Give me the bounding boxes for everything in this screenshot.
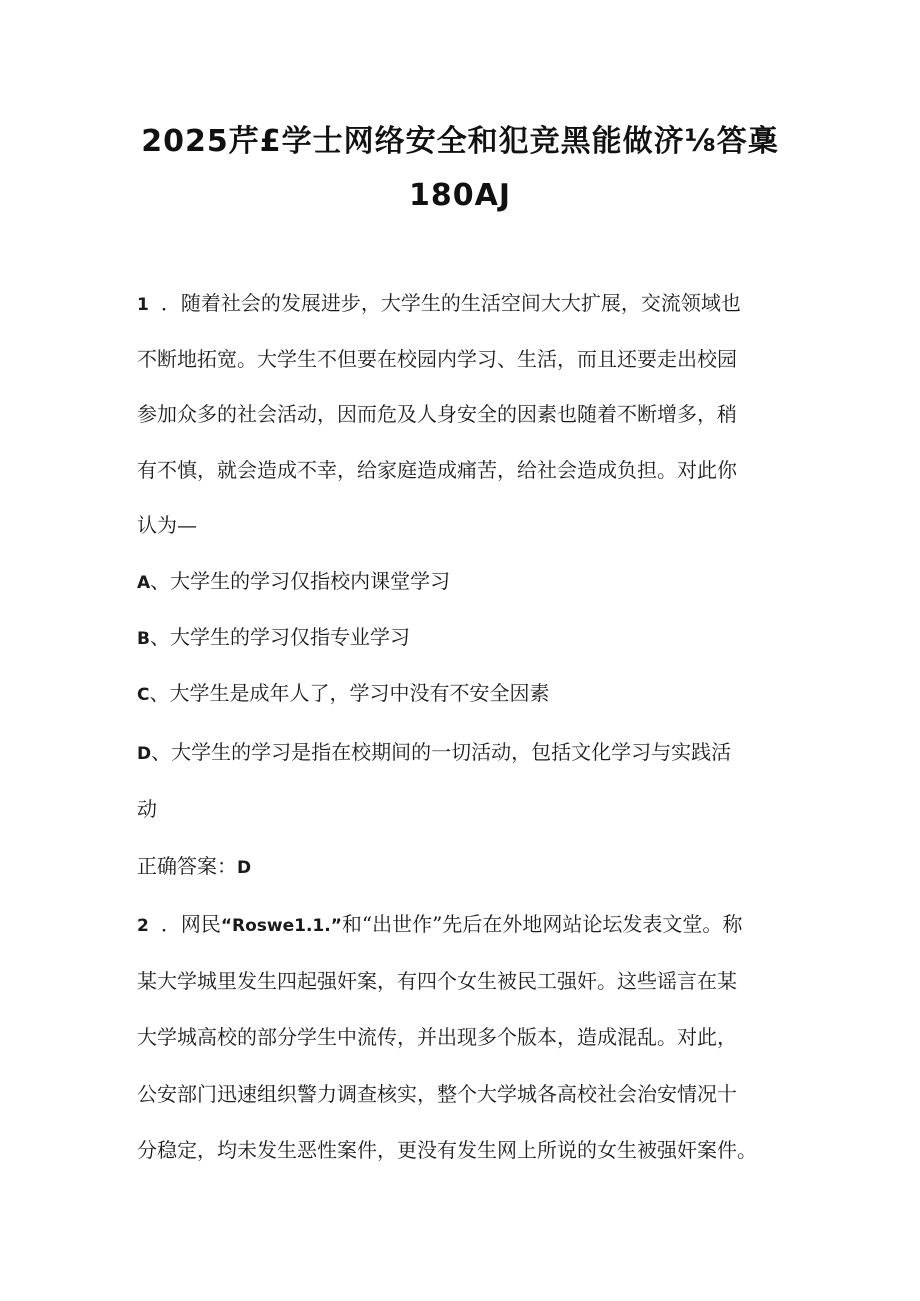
- question-text: ．随着社会的发展进步，大学生的生活空间大大扩展，交流领域也: [160, 291, 741, 315]
- question-1-line-1: [137, 289, 741, 319]
- option-letter: D: [137, 744, 152, 764]
- option-c: [137, 679, 549, 709]
- document-title-line-2: 180AJ: [408, 178, 511, 213]
- option-text: 、大学生的学习是指在校期间的一切活动，包括文化学习与实践活: [151, 740, 732, 764]
- question-1-line-2: 不断地拓宽。大学生不但要在校园内学习、生活，而且还要走出校园: [137, 347, 737, 371]
- question-2-line-5: 分稳定，均未发生恶性案件，更没有发生网上所说的女生被强奸案件。: [137, 1138, 757, 1162]
- question-number: 2: [137, 916, 149, 936]
- question-2-line-3: 大学城高校的部分学生中流传，并出现多个版本，造成混乱。对此，: [137, 1025, 737, 1049]
- option-d: [137, 738, 731, 768]
- question-2-line-2: 某大学城里发生四起强奸案，有四个女生被民工强奸。这些谣言在某: [137, 969, 737, 993]
- option-a: [137, 567, 450, 597]
- netizen-nickname: “Roswe1.1.”: [220, 916, 342, 936]
- question-1-line-3: 参加众多的社会活动，因而危及人身安全的因素也随着不断增多，稍: [137, 402, 737, 426]
- option-d-continuation: 动: [137, 797, 157, 821]
- question-text: 和“出世作”先后在外地网站论坛发表文堂。称: [341, 912, 743, 936]
- answer-value: D: [237, 858, 252, 878]
- answer-label: 正确答案：: [137, 854, 237, 878]
- question-number: 1: [137, 295, 149, 315]
- answer-line: [137, 852, 251, 882]
- question-1-line-5: 认为—: [137, 513, 197, 537]
- option-text: 、大学生是成年人了，学习中没有不安全因素: [149, 681, 550, 705]
- option-text: 、大学生的学习仅指专业学习: [149, 625, 410, 649]
- document-title-line-1: 2025芹£学士网络安全和犯竞黑能做济⅛答稾: [141, 124, 779, 159]
- option-b: [137, 623, 410, 653]
- question-1-line-4: 有不慎，就会造成不幸，给家庭造成痛苦，给社会造成负担。对此你: [137, 458, 737, 482]
- option-letter: C: [137, 685, 150, 705]
- option-letter: B: [137, 629, 150, 649]
- question-text: ．网民: [160, 912, 221, 936]
- question-2-line-1: [137, 910, 742, 940]
- option-text: 、大学生的学习仅指校内课堂学习: [150, 569, 451, 593]
- question-2-line-4: 公安部门迅速组织警力调查核实，整个大学城各高校社会治安情况十: [137, 1082, 737, 1106]
- option-letter: A: [137, 573, 151, 593]
